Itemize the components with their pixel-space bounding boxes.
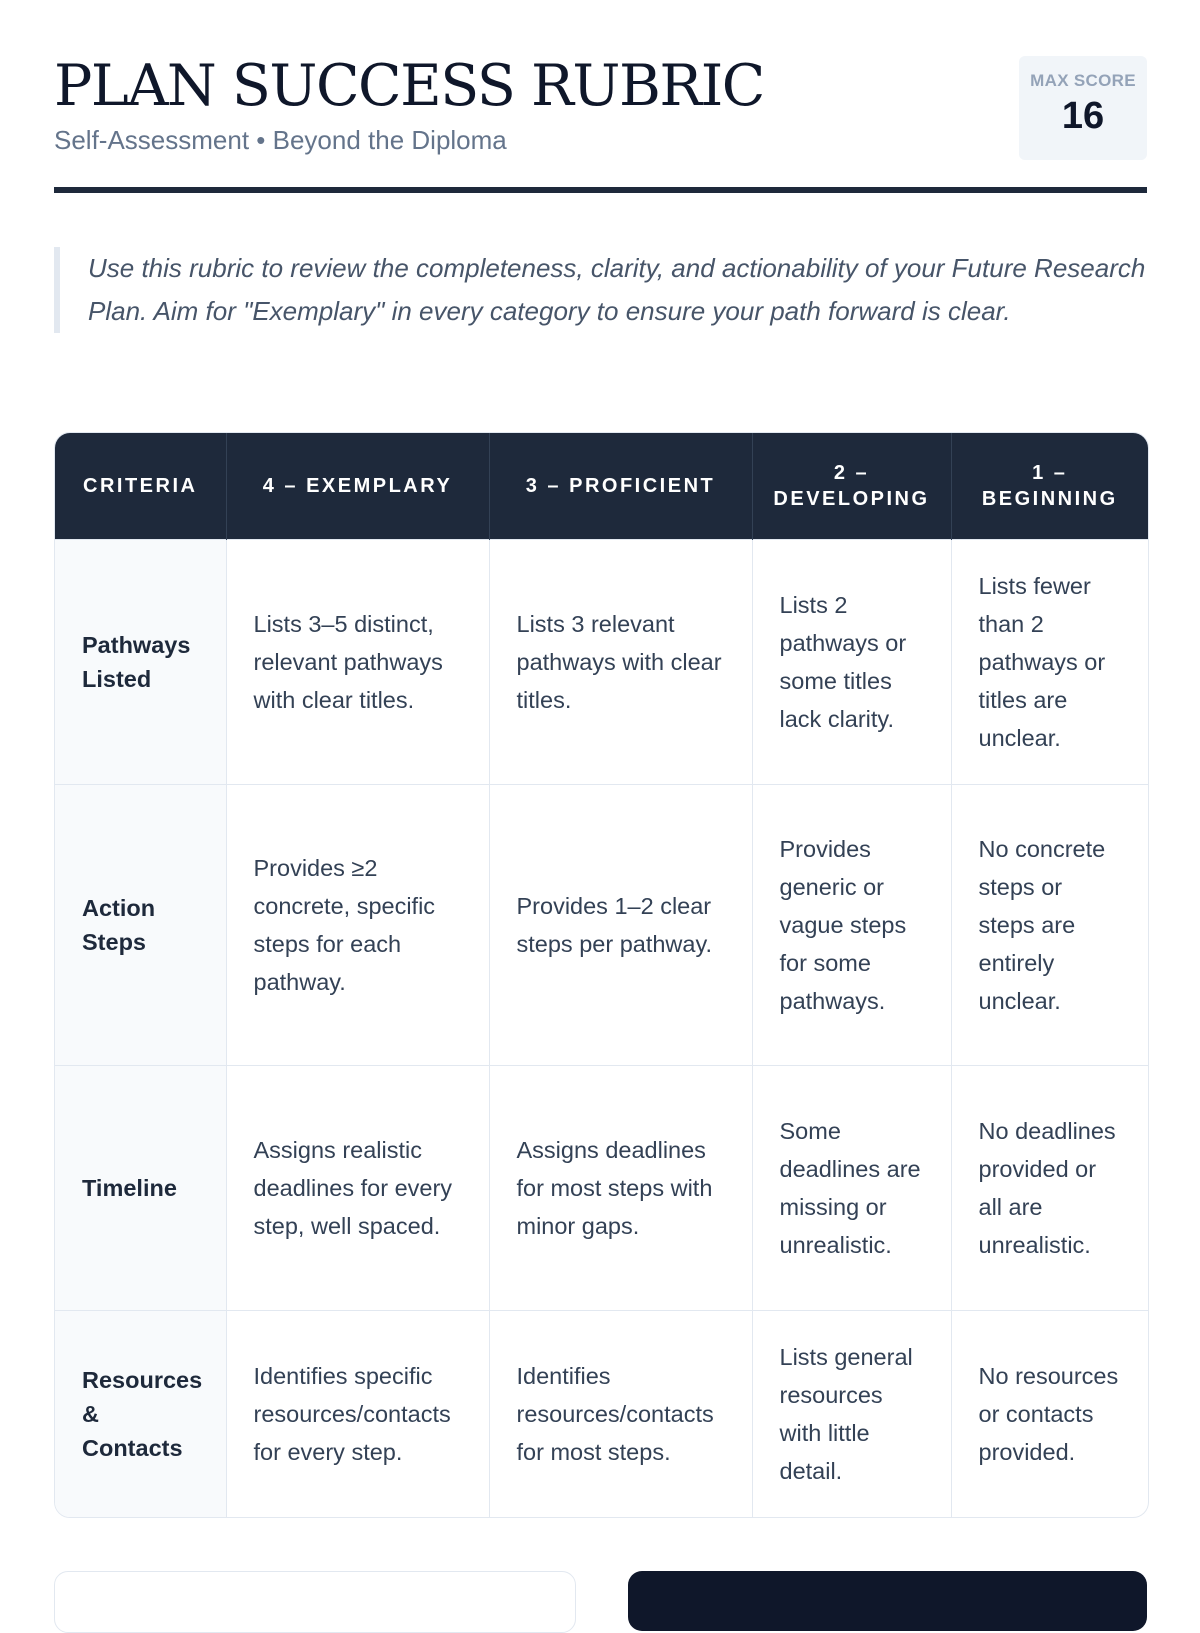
beginning-cell: Lists fewer than 2 pathways or titles are unclear. <box>951 540 1148 785</box>
rubric-header-row <box>55 433 1148 540</box>
column-header-developing: 2 – DEVELOPING <box>752 433 951 540</box>
rubric-page <box>54 0 1147 1484</box>
column-header-proficient: 3 – PROFICIENT <box>489 433 752 540</box>
beginning-cell: No deadlines provided or all are unrealistic. <box>951 1066 1148 1311</box>
table-row <box>55 1066 1148 1311</box>
exemplary-cell: Lists 3–5 distinct, relevant pathways with clear titles. <box>226 540 489 785</box>
criteria-cell: Resources & Contacts <box>55 1311 226 1518</box>
proficient-cell: Assigns deadlines for most steps with minor gaps. <box>489 1066 752 1311</box>
page-subtitle: Self-Assessment • Beyond the Diploma <box>54 125 507 155</box>
table-row <box>55 1311 1148 1518</box>
developing-cell: Lists general resources with little detail. <box>752 1311 951 1518</box>
proficient-cell: Provides 1–2 clear steps per pathway. <box>489 785 752 1066</box>
header-divider <box>54 187 1147 193</box>
max-score-value: 16 <box>1061 95 1105 137</box>
exemplary-cell: Provides ≥2 concrete, specific steps for each pathway. <box>226 785 489 1066</box>
table-row <box>55 540 1148 785</box>
rubric-table <box>54 432 1149 1518</box>
page-header <box>54 0 1147 194</box>
criteria-cell: Timeline <box>55 1066 226 1311</box>
exemplary-cell: Assigns realistic deadlines for every step, well spaced. <box>226 1066 489 1311</box>
developing-cell: Some deadlines are missing or unrealistic. <box>752 1066 951 1311</box>
column-header-beginning: 1 – BEGINNING <box>951 433 1148 540</box>
max-score-label: MAX SCORE <box>1030 71 1136 90</box>
max-score-badge <box>1019 56 1147 160</box>
developing-cell: Provides generic or vague steps for some pathways. <box>752 785 951 1066</box>
proficient-cell: Lists 3 relevant pathways with clear titles. <box>489 540 752 785</box>
criteria-cell: Action Steps <box>55 785 226 1066</box>
proficient-cell: Identifies resources/contacts for most steps. <box>489 1311 752 1518</box>
dark-summary-card <box>628 1571 1147 1631</box>
page-title: PLAN SUCCESS RUBRIC <box>54 53 764 119</box>
intro-text: Use this rubric to review the completeness, clarity, and actionability of your Future Research Plan. Aim for "Exemplary" in every category to ensure your path forward is clear. <box>54 247 1147 333</box>
exemplary-cell: Identifies specific resources/contacts for every step. <box>226 1311 489 1518</box>
column-header-exemplary: 4 – EXEMPLARY <box>226 433 489 540</box>
score-summary-card <box>54 1571 576 1633</box>
criteria-cell: Pathways Listed <box>55 540 226 785</box>
beginning-cell: No resources or contacts provided. <box>951 1311 1148 1518</box>
table-row <box>55 785 1148 1066</box>
developing-cell: Lists 2 pathways or some titles lack clarity. <box>752 540 951 785</box>
column-header-criteria: CRITERIA <box>55 433 226 540</box>
beginning-cell: No concrete steps or steps are entirely unclear. <box>951 785 1148 1066</box>
